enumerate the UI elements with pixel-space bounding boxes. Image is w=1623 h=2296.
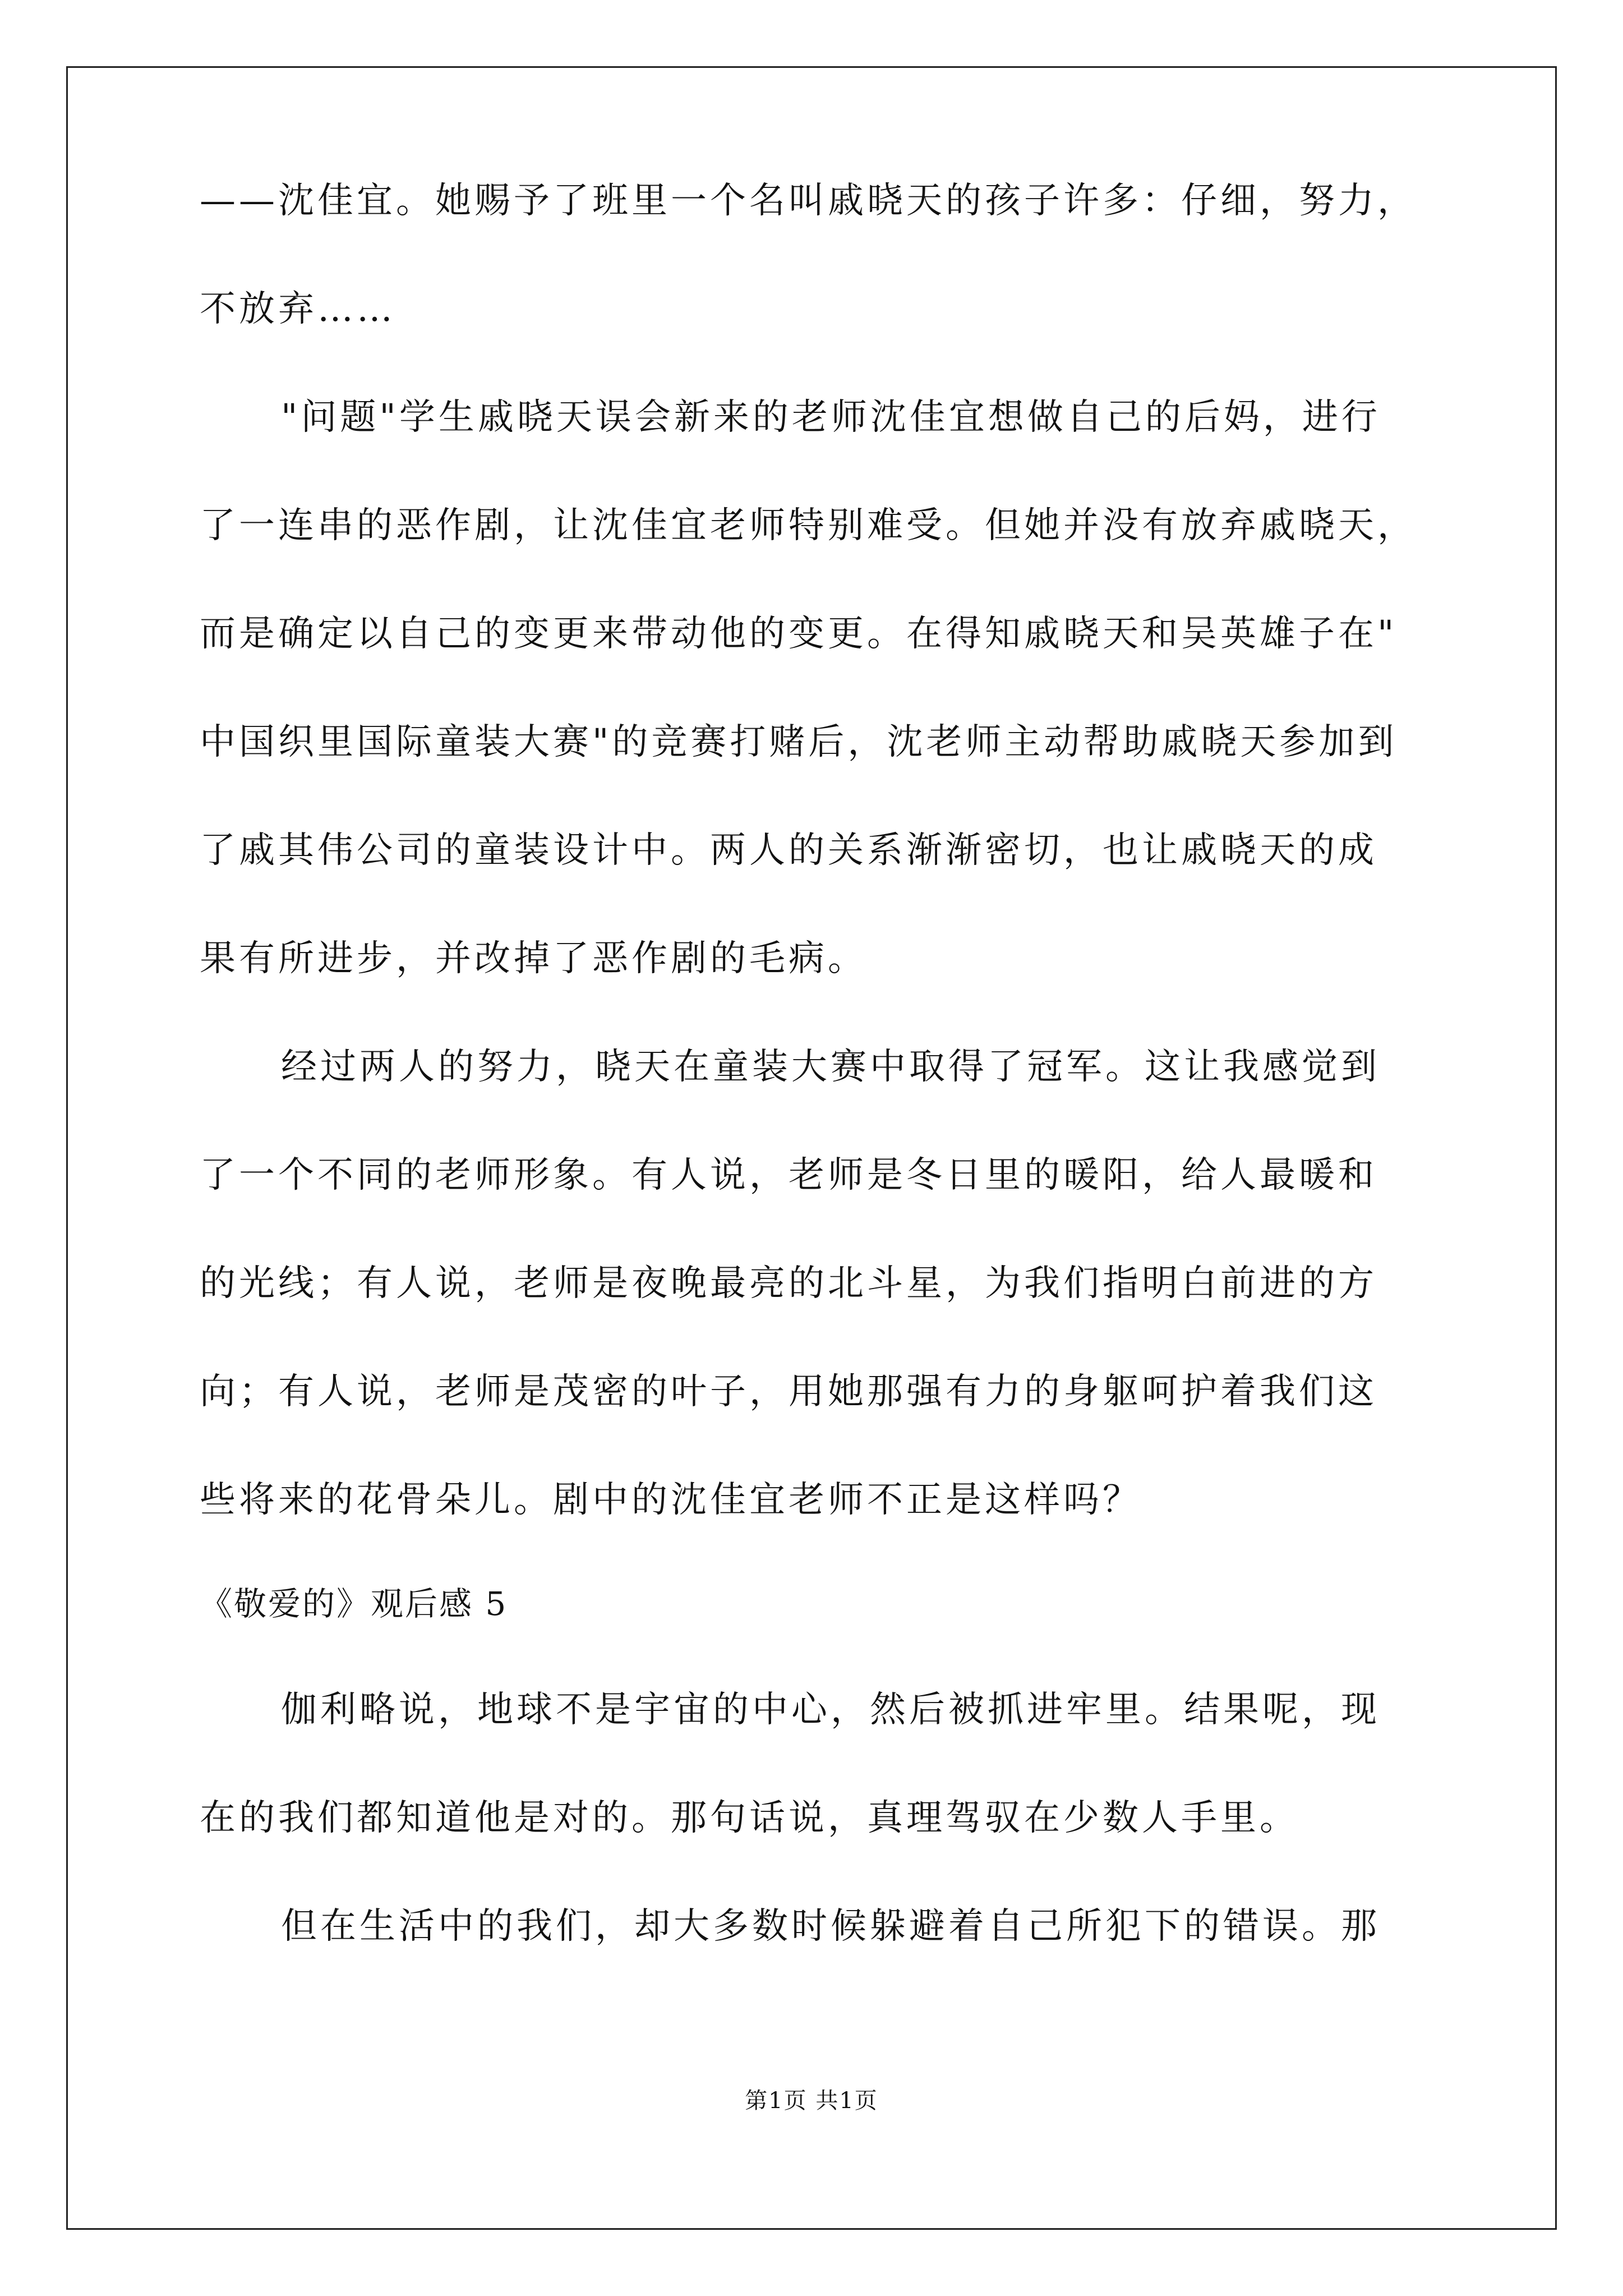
text-line-16: 在的我们都知道他是对的。那句话说，真理驾驭在少数人手里。 (200, 1797, 1299, 1839)
text-line-17: 但在生活中的我们，却大多数时候躲避着自己所犯下的错误。那 (281, 1906, 1380, 1947)
section-heading: 《敬爱的》观后感 5 (200, 1585, 508, 1623)
text-line-5: 而是确定以自己的变更来带动他的变更。在得知戚晓天和吴英雄子在" (200, 613, 1398, 655)
text-line-6: 中国织里国际童装大赛"的竞赛打赌后，沈老师主动帮助戚晓天参加到 (200, 721, 1398, 763)
text-line-10: 了一个不同的老师形象。有人说，老师是冬日里的暖阳，给人最暖和 (200, 1154, 1377, 1196)
text-line-15: 伽利略说，地球不是宇宙的中心，然后被抓进牢里。结果呢，现 (281, 1689, 1380, 1731)
text-line-4: 了一连串的恶作剧，让沈佳宜老师特别难受。但她并没有放弃戚晓天， (200, 505, 1417, 546)
page-number-footer: 第1页 共1页 (745, 2088, 878, 2114)
text-line-2: 不放弃…… (200, 288, 396, 330)
text-line-3: "问题"学生戚晓天误会新来的老师沈佳宜想做自己的后妈，进行 (281, 397, 1381, 438)
text-line-1: ——沈佳宜。她赐予了班里一个名叫戚晓天的孩子许多：仔细，努力， (200, 180, 1417, 222)
text-line-11: 的光线；有人说，老师是夜晚最亮的北斗星，为我们指明白前进的方 (200, 1263, 1377, 1304)
text-line-7: 了戚其伟公司的童装设计中。两人的关系渐渐密切，也让戚晓天的成 (200, 830, 1377, 871)
text-line-13: 些将来的花骨朵儿。剧中的沈佳宜老师不正是这样吗？ (200, 1479, 1142, 1521)
text-line-8: 果有所进步，并改掉了恶作剧的毛病。 (200, 938, 867, 979)
text-line-9: 经过两人的努力，晓天在童装大赛中取得了冠军。这让我感觉到 (281, 1046, 1380, 1088)
text-line-12: 向；有人说，老师是茂密的叶子，用她那强有力的身躯呵护着我们这 (200, 1371, 1377, 1412)
